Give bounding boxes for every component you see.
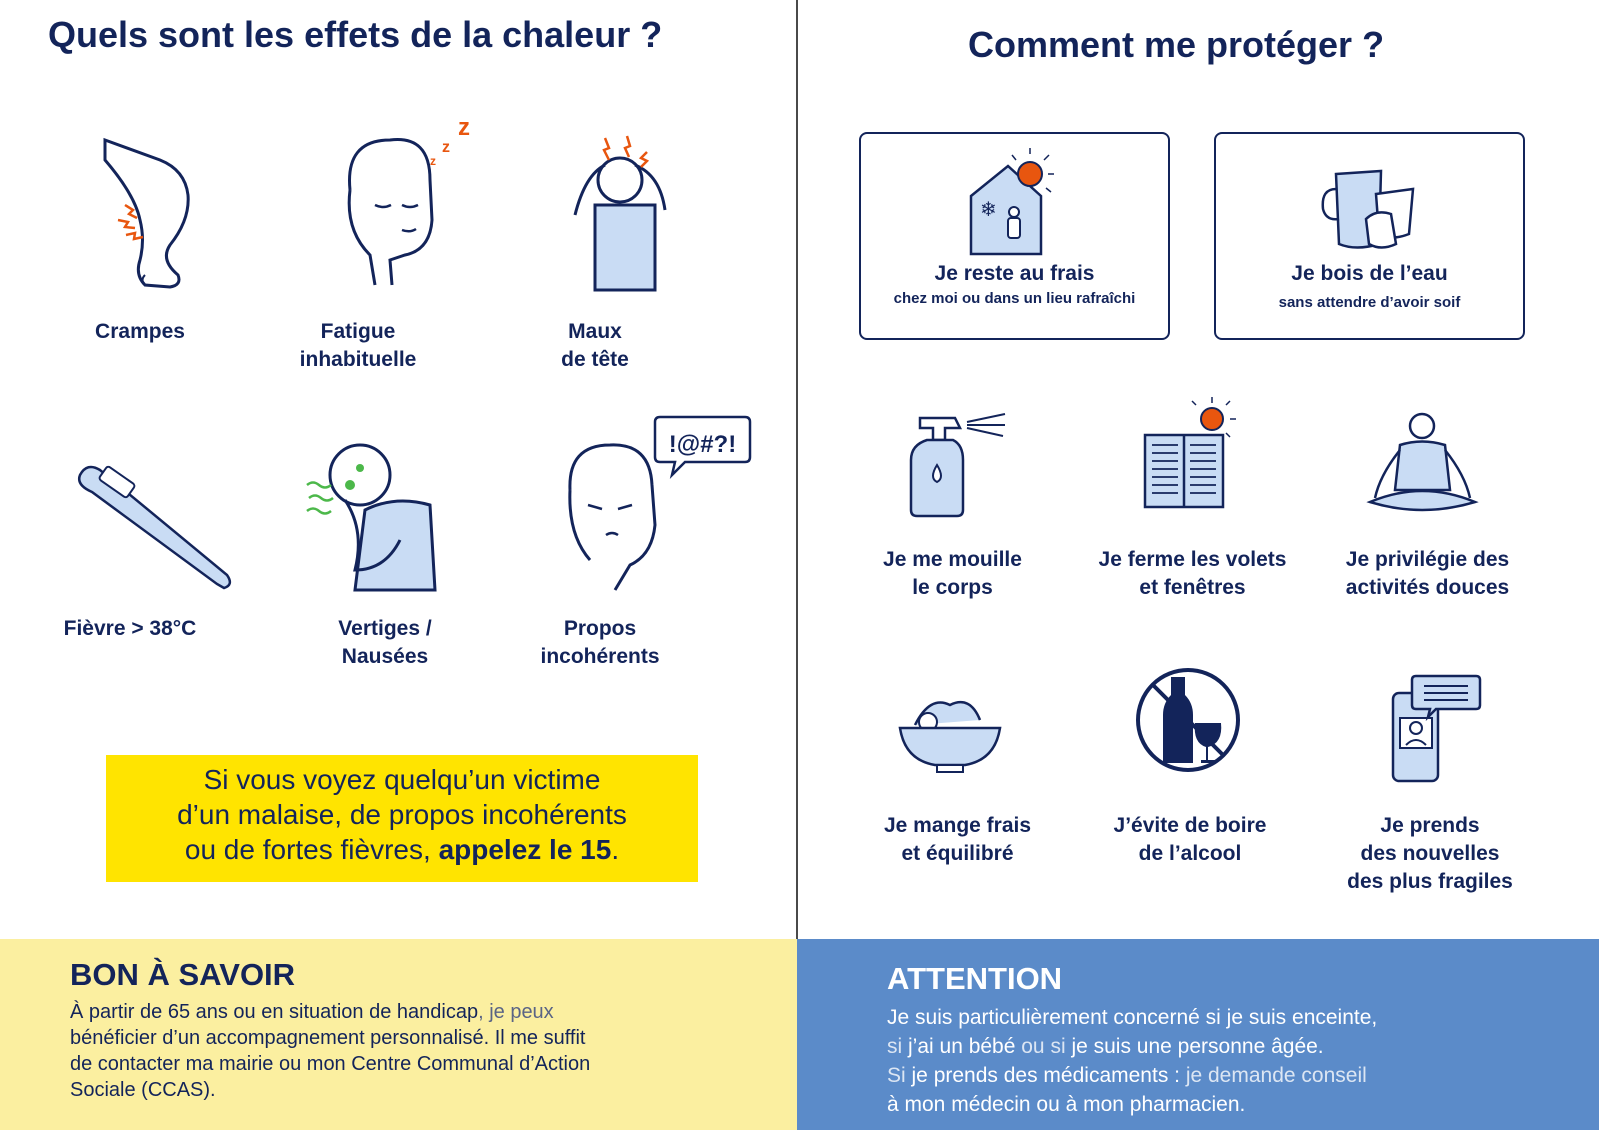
salad-bowl-icon [895,690,1005,775]
svg-text:❄: ❄ [980,197,997,221]
drink-water-subtitle: sans attendre d’avoir soif [1278,294,1461,311]
tip-label-no-alcohol: J’évite de boire de l’alcool [1113,814,1267,865]
effect-label-incoherent: Propos incohérents [540,617,660,668]
effect-label-cramps: Crampes [95,320,185,343]
tip-label-check-on-vulnerable: Je prends des nouvelles des plus fragiles [1347,814,1513,893]
spray-bottle-icon [905,410,1015,520]
speech-bubble-text: !@#?! [668,431,737,458]
alert-line-1: Si vous voyez quelqu’un victime [203,764,601,795]
call-15-emphasis: appelez le 15 [438,834,612,865]
effect-label-fatigue: Fatigue inhabituelle [299,320,417,371]
thermometer-icon [72,460,237,595]
column-divider [796,0,798,940]
good-to-know-text: À partir de 65 ans ou en situation de handicap, je peux bénéficier d’un accompagnement personnalisé. Il me suffit de contacter ma mairie ou mon Centre Communal d’Action Sociale (CCAS). [70,1001,591,1101]
alert-line-3: ou de fortes fièvres, appelez le 15. [184,834,620,865]
effects-title: Quels sont les effets de la chaleur ? [48,14,663,55]
shutters-icon [1140,395,1245,510]
attention-heading: ATTENTION [887,961,1063,996]
nauseous-man-icon [305,430,450,595]
effect-label-fever: Fièvre > 38°C [63,617,197,640]
stay-cool-title: Je reste au frais [934,262,1095,285]
tip-label-eat-fresh: Je mange frais et équilibré [883,814,1032,865]
drink-water-title: Je bois de l’eau [1291,262,1448,285]
call-15-alert [106,755,698,882]
effect-label-headache: Maux de tête [561,320,629,371]
svg-text:z: z [458,114,470,141]
tip-box-drink-water [1214,132,1525,340]
svg-text:z: z [430,154,436,168]
cool-house-icon [966,146,1061,256]
no-alcohol-icon [1133,665,1243,775]
tip-label-shutters: Je ferme les volets et fenêtres [1098,548,1287,599]
attention-text: Je suis particulièrement concerné si je suis enceinte, si j’ai un bébé ou si je suis une personne âgée. Si je prends des médicaments : je demande conseil à mon médecin ou à mon pharmacien. [887,1006,1378,1116]
alert-line-2: d’un malaise, de propos incohérents [177,799,627,830]
water-jug-icon [1321,159,1421,254]
meditation-icon [1365,410,1480,520]
headache-icon [565,130,675,295]
tip-label-wet-body: Je me mouille le corps [883,548,1022,599]
good-to-know-panel [0,939,797,1130]
tip-box-stay-cool [859,132,1170,340]
svg-text:z: z [442,139,450,156]
protect-title: Comment me protéger ? [968,24,1385,65]
good-to-know-heading: BON À SAVOIR [70,957,296,992]
attention-panel [797,939,1599,1130]
stay-cool-subtitle: chez moi ou dans un lieu rafraîchi [893,290,1136,307]
leg-cramp-icon [100,135,210,295]
effect-label-dizziness: Vertiges / Nausées [338,617,432,668]
phone-message-icon [1388,673,1483,785]
tip-label-gentle-activities: Je privilégie des activités douces [1345,548,1510,599]
sleepy-face-icon [330,110,490,295]
